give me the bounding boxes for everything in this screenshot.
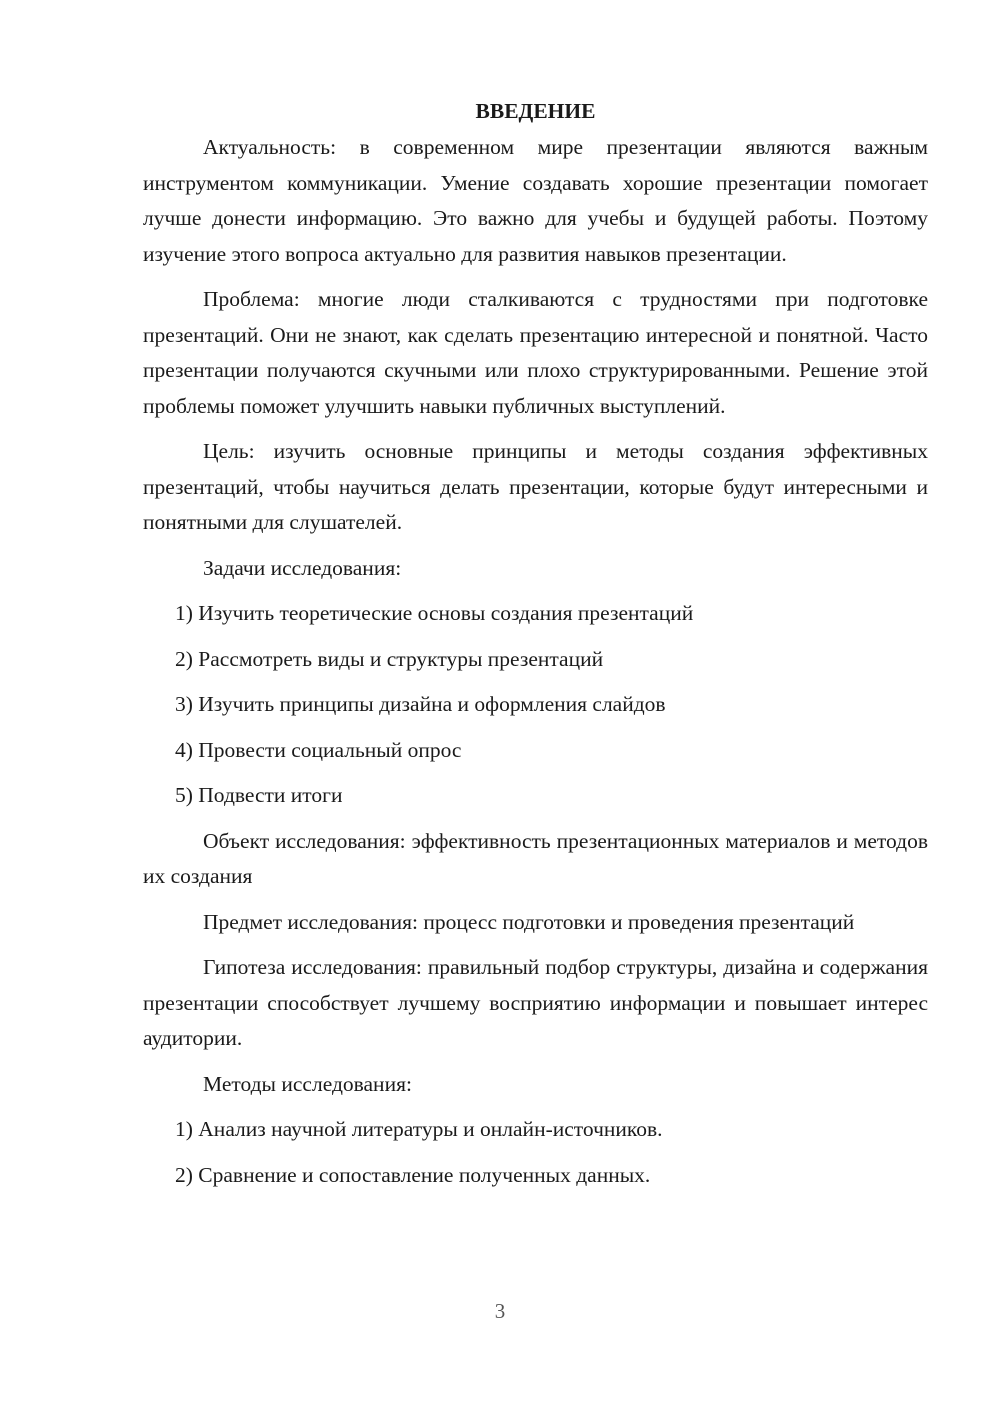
relevance-paragraph: Актуальность: в современном мире презентации являются важным инструментом коммуникации. Умение создавать хорошие презентации помогает лучше донести информацию. Это важно для учебы и будущей работы. Поэтому изучение этого вопроса актуально для развития навыков презентации. <box>143 135 928 266</box>
section-title: ВВЕДЕНИЕ <box>475 99 596 123</box>
list-item: 4) Провести социальный опрос <box>175 737 462 762</box>
methods-list <box>143 1112 928 1193</box>
page-number: 3 <box>494 1299 506 1323</box>
goal-paragraph: Цель: изучить основные принципы и методы создания эффективных презентаций, чтобы научиться делать презентации, которые будут интересными и понятными для слушателей. <box>143 439 928 534</box>
object-paragraph: Объект исследования: эффективность презентационных материалов и методов их создания <box>143 828 928 888</box>
tasks-heading: Задачи исследования: <box>203 555 402 580</box>
subject-paragraph: Предмет исследования: процесс подготовки и проведения презентаций <box>203 909 855 934</box>
methods-heading: Методы исследования: <box>203 1071 412 1096</box>
list-item: 2) Рассмотреть виды и структуры презентаций <box>175 646 604 671</box>
list-item: 3) Изучить принципы дизайна и оформления слайдов <box>175 692 666 716</box>
list-item: 1) Анализ научной литературы и онлайн-источников. <box>175 1117 663 1141</box>
list-item: 5) Подвести итоги <box>175 783 343 807</box>
tasks-list <box>143 596 928 814</box>
problem-paragraph: Проблема: многие люди сталкиваются с трудностями при подготовке презентаций. Они не знают, как сделать презентацию интересной и понятной. Часто презентации получаются скучными или плохо структурированными. Решение этой проблемы поможет улучшить навыки публичных выступлений. <box>143 287 928 418</box>
page-content <box>143 96 928 1203</box>
list-item: 1) Изучить теоретические основы создания презентаций <box>175 601 694 625</box>
hypothesis-paragraph: Гипотеза исследования: правильный подбор структуры, дизайна и содержания презентации способствует лучшему восприятию информации и повышает интерес аудитории. <box>143 955 928 1050</box>
list-item: 2) Сравнение и сопоставление полученных данных. <box>175 1162 651 1187</box>
